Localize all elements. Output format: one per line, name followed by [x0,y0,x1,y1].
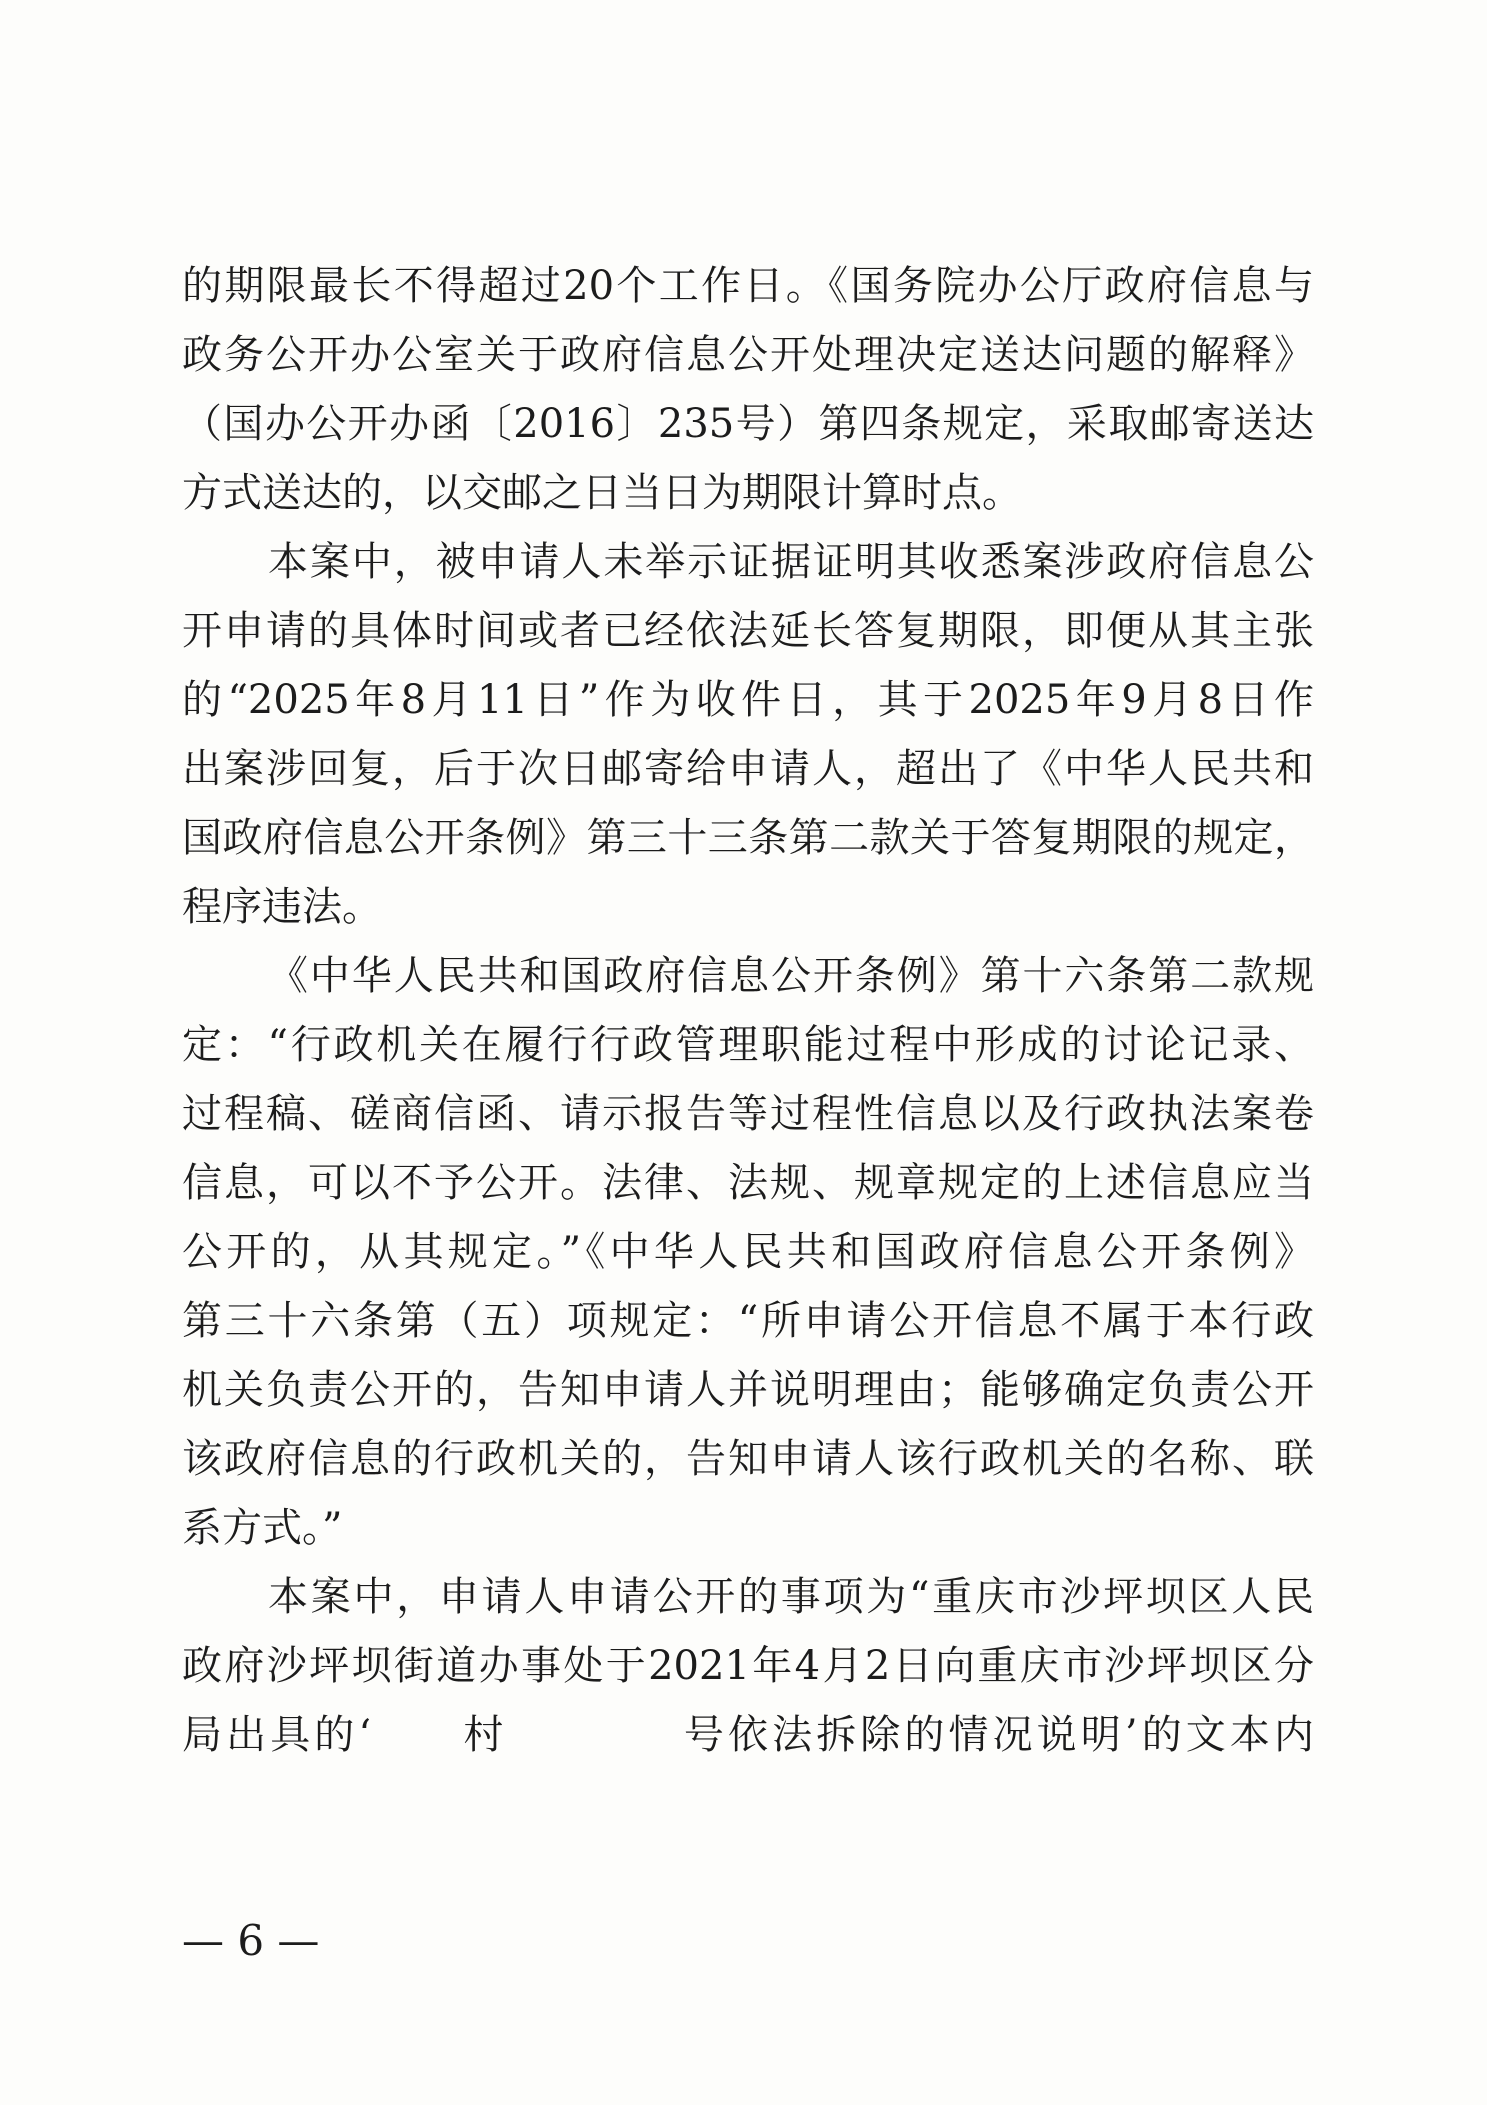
text-line: 的“2025年8月11日”作为收件日，其于2025年9月8日作 [182,677,1314,723]
text-line: （国办公开办函〔2016〕235号）第四条规定，采取邮寄送达 [182,401,1314,447]
text-line: 过程稿、磋商信函、请示报告等过程性信息以及行政执法案卷 [182,1091,1314,1137]
text-line: 系方式。” [182,1505,343,1551]
text-line: 开申请的具体时间或者已经依法延长答复期限，即便从其主张 [182,608,1314,654]
paragraph-2 [182,528,1314,942]
paragraph-3 [182,942,1314,1563]
text-line: 出案涉回复，后于次日邮寄给申请人，超出了《中华人民共和 [182,746,1314,792]
document-body [182,252,1314,1770]
text-line: 该政府信息的行政机关的，告知申请人该行政机关的名称、联 [182,1436,1314,1482]
text-line: 的期限最长不得超过20个工作日。《国务院办公厅政府信息与 [182,263,1314,309]
text-line: 定：“行政机关在履行行政管理职能过程中形成的讨论记录、 [182,1022,1314,1068]
paragraph-1 [182,252,1314,528]
text-line: 局出具的‘ 村 号依法拆除的情况说明’的文本内 [182,1712,1314,1758]
text-line: 本案中，申请人申请公开的事项为“重庆市沙坪坝区人民 [268,1574,1314,1620]
text-line: 政府沙坪坝街道办事处于2021年4月2日向重庆市沙坪坝区分 [182,1643,1314,1689]
text-line: 《中华人民共和国政府信息公开条例》第十六条第二款规 [268,953,1314,999]
text-line: 公开的，从其规定。”《中华人民共和国政府信息公开条例》 [182,1229,1314,1275]
text-line: 信息，可以不予公开。法律、法规、规章规定的上述信息应当 [182,1160,1314,1206]
page-number: — 6 — [182,1916,320,1965]
text-line: 第三十六条第（五）项规定：“所申请公开信息不属于本行政 [182,1298,1314,1344]
text-line: 政务公开办公室关于政府信息公开处理决定送达问题的解释》 [182,332,1314,378]
text-line: 本案中，被申请人未举示证据证明其收悉案涉政府信息公 [268,539,1314,585]
text-line: 国政府信息公开条例》第三十三条第二款关于答复期限的规定， [182,815,1314,861]
text-line: 方式送达的，以交邮之日当日为期限计算时点。 [182,470,1022,516]
text-line: 机关负责公开的，告知申请人并说明理由；能够确定负责公开 [182,1367,1314,1413]
text-line: 程序违法。 [182,884,382,930]
paragraph-4 [182,1563,1314,1770]
